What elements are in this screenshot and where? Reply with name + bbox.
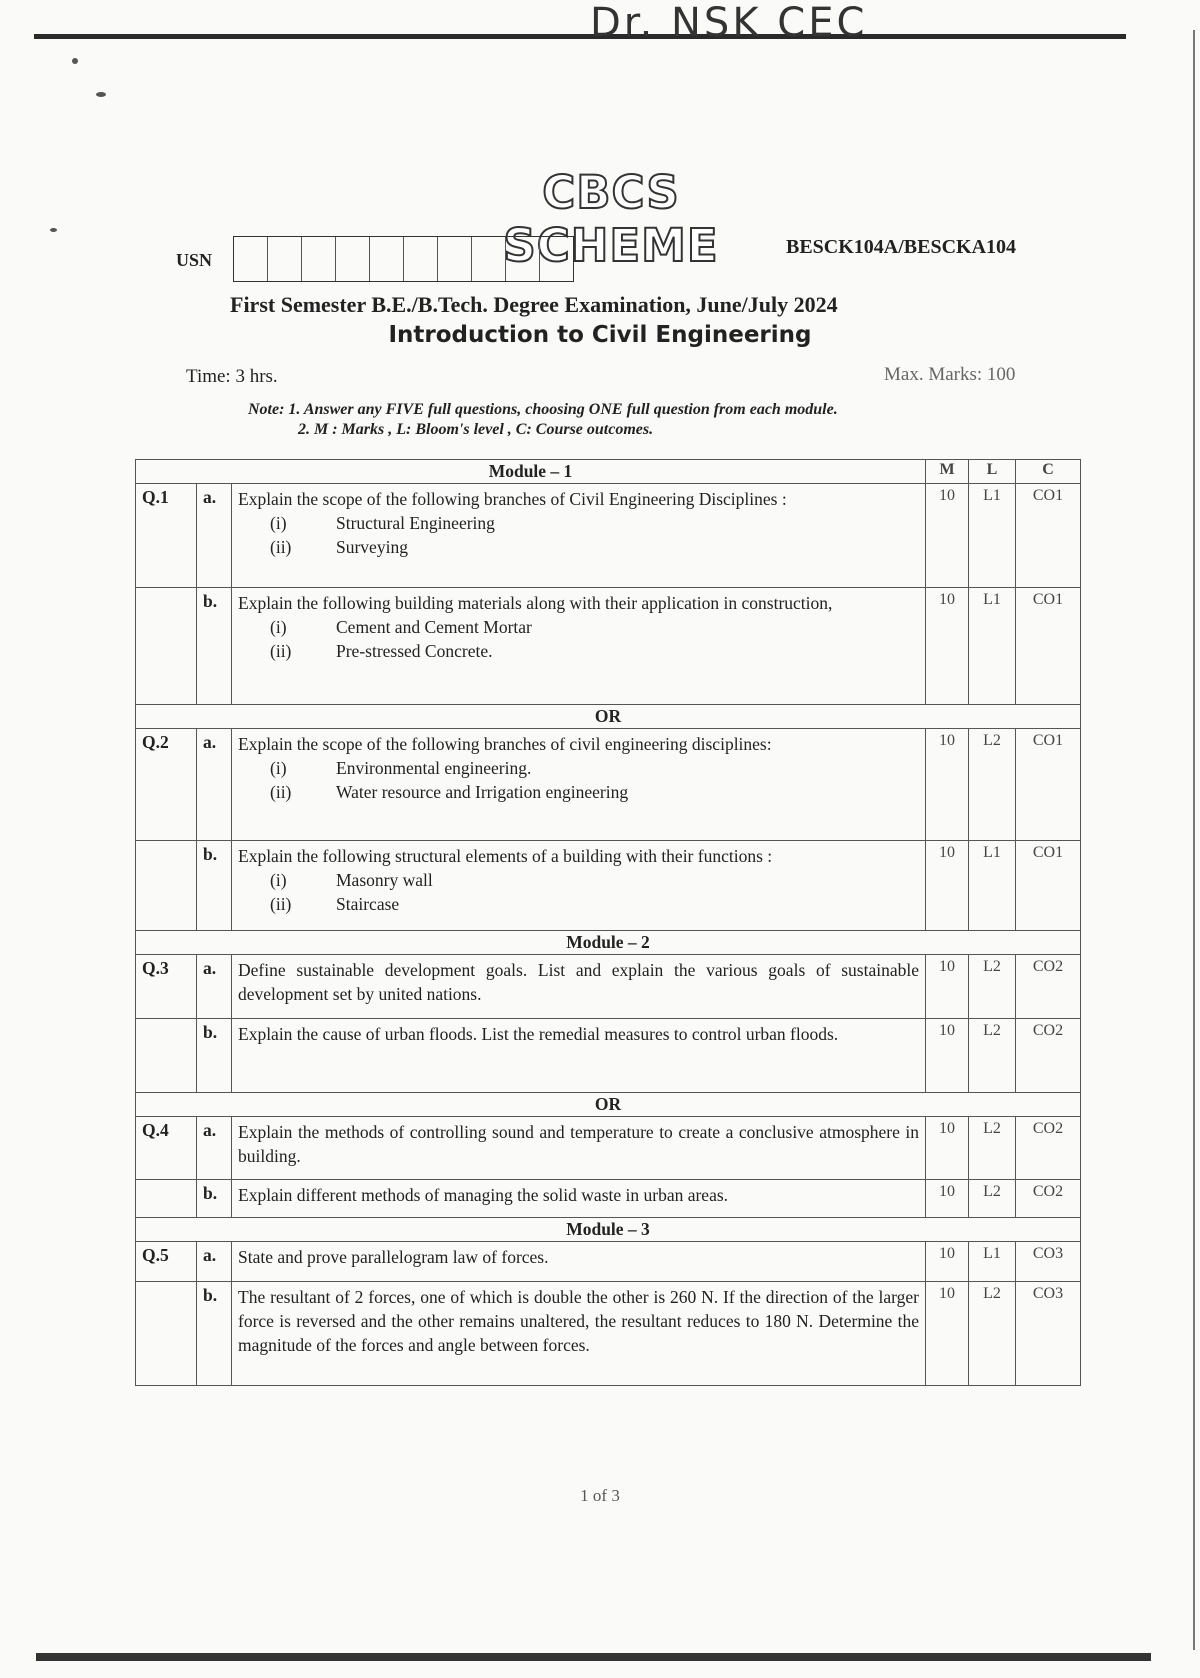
question-text: Explain the methods of controlling sound and temperature to create a conclusive atmosphere in building. — [232, 1117, 926, 1180]
course-outcome: CO1 — [1016, 729, 1081, 841]
instructions-note — [248, 400, 838, 440]
part-label: a. — [197, 955, 232, 1019]
question-number: Q.4 — [136, 1117, 197, 1180]
part-label: a. — [197, 1117, 232, 1180]
usn-box — [472, 237, 506, 281]
question-text — [232, 729, 926, 841]
marks-header: M — [926, 460, 969, 484]
marks: 10 — [926, 955, 969, 1019]
module-heading: Module – 2 — [136, 931, 1081, 955]
outcome-header: C — [1016, 460, 1081, 484]
max-marks: Max. Marks: 100 — [884, 364, 1016, 385]
sub-item-number: (ii) — [270, 641, 292, 661]
blooms-level: L2 — [969, 955, 1016, 1019]
table-row — [136, 484, 1081, 588]
sub-item-text: Cement and Cement Mortar — [336, 617, 532, 637]
usn-box — [370, 237, 404, 281]
table-row — [136, 1019, 1081, 1093]
usn-box — [234, 237, 268, 281]
marks: 10 — [926, 729, 969, 841]
question-prompt: Explain the scope of the following branches of civil engineering disciplines: — [238, 734, 772, 754]
usn-box — [438, 237, 472, 281]
part-label: b. — [197, 1019, 232, 1093]
sub-item-text: Staircase — [336, 894, 400, 914]
sub-item — [238, 511, 919, 535]
exam-title: First Semester B.E./B.Tech. Degree Examination, June/July 2024 — [230, 292, 838, 317]
level-header: L — [969, 460, 1016, 484]
module-row — [136, 1218, 1081, 1242]
scan-bottom-bar — [36, 1653, 1151, 1661]
usn-box — [404, 237, 438, 281]
marks: 10 — [926, 484, 969, 588]
blooms-level: L2 — [969, 1019, 1016, 1093]
question-text: The resultant of 2 forces, one of which is double the other is 260 N. If the direction of the larger force is reversed and the other remains unaltered, the resultant reduces to 180 N. Determine the magnitude of the forces and angle between forces. — [232, 1282, 926, 1386]
table-row — [136, 588, 1081, 705]
blooms-level: L2 — [969, 1117, 1016, 1180]
scan-right-edge — [1193, 30, 1195, 1650]
module-heading: Module – 1 — [136, 460, 926, 484]
sub-item-text: Surveying — [336, 537, 408, 557]
module-row — [136, 931, 1081, 955]
note-line-2: 2. M : Marks , L: Bloom's level , C: Course outcomes. — [298, 421, 654, 438]
question-prompt: Explain the following structural elements of a building with their functions : — [238, 846, 773, 866]
sub-item-number: (ii) — [270, 894, 292, 914]
course-outcome: CO3 — [1016, 1242, 1081, 1282]
question-prompt: Explain the scope of the following branches of Civil Engineering Disciplines : — [238, 489, 787, 509]
question-number: Q.5 — [136, 1242, 197, 1282]
sub-item-number: (i) — [270, 870, 287, 890]
marks: 10 — [926, 1180, 969, 1218]
course-outcome: CO2 — [1016, 955, 1081, 1019]
part-label: b. — [197, 1180, 232, 1218]
page-number: 1 of 3 — [580, 1486, 620, 1505]
or-separator: OR — [136, 705, 1081, 729]
table-row — [136, 729, 1081, 841]
sub-item-number: (i) — [270, 513, 287, 533]
table-row — [136, 955, 1081, 1019]
usn-box — [336, 237, 370, 281]
usn-box — [268, 237, 302, 281]
scan-speck — [50, 228, 57, 232]
marks: 10 — [926, 1282, 969, 1386]
marks: 10 — [926, 588, 969, 705]
module-heading: Module – 3 — [136, 1218, 1081, 1242]
blooms-level: L1 — [969, 484, 1016, 588]
blooms-level: L2 — [969, 729, 1016, 841]
part-label: b. — [197, 841, 232, 931]
course-outcome: CO1 — [1016, 588, 1081, 705]
blooms-level: L2 — [969, 1180, 1016, 1218]
table-row — [136, 1242, 1081, 1282]
part-label: b. — [197, 588, 232, 705]
blooms-level: L1 — [969, 588, 1016, 705]
exam-duration: Time: 3 hrs. — [186, 366, 278, 387]
sub-item-text: Environmental engineering. — [336, 758, 532, 778]
question-table — [135, 459, 1081, 1386]
question-text: Explain different methods of managing the solid waste in urban areas. — [232, 1180, 926, 1218]
cbcs-scheme-logo: CBCS SCHEME — [503, 166, 719, 272]
sub-item — [238, 868, 919, 892]
blooms-level: L2 — [969, 1282, 1016, 1386]
part-label: a. — [197, 484, 232, 588]
usn-box — [506, 237, 540, 281]
handwritten-note: Dr. NSK CEC — [590, 0, 868, 46]
usn-box — [540, 237, 573, 281]
sub-item-number: (ii) — [270, 537, 292, 557]
note-line-1: Note: 1. Answer any FIVE full questions, choosing ONE full question from each module. — [248, 401, 838, 418]
question-prompt: Explain the following building materials along with their application in construction, — [238, 593, 833, 613]
or-row — [136, 705, 1081, 729]
sub-item-number: (i) — [270, 758, 287, 778]
marks: 10 — [926, 1242, 969, 1282]
course-outcome: CO3 — [1016, 1282, 1081, 1386]
sub-item-number: (i) — [270, 617, 287, 637]
course-outcome: CO2 — [1016, 1117, 1081, 1180]
marks: 10 — [926, 1019, 969, 1093]
table-row — [136, 1180, 1081, 1218]
blooms-level: L1 — [969, 841, 1016, 931]
question-text — [232, 841, 926, 931]
sub-item — [238, 535, 919, 559]
sub-item — [238, 615, 919, 639]
sub-item — [238, 892, 919, 916]
question-number: Q.1 — [136, 484, 197, 588]
question-text — [232, 484, 926, 588]
question-text — [232, 588, 926, 705]
question-number: Q.2 — [136, 729, 197, 841]
blooms-level: L1 — [969, 1242, 1016, 1282]
question-text: State and prove parallelogram law of forces. — [232, 1242, 926, 1282]
sub-item-text: Water resource and Irrigation engineering — [336, 782, 629, 802]
or-row — [136, 1093, 1081, 1117]
table-row — [136, 1117, 1081, 1180]
course-outcome: CO1 — [1016, 484, 1081, 588]
marks: 10 — [926, 1117, 969, 1180]
question-text: Define sustainable development goals. List and explain the various goals of sustainable development set by united nations. — [232, 955, 926, 1019]
question-text: Explain the cause of urban floods. List the remedial measures to control urban floods. — [232, 1019, 926, 1093]
scan-speck — [72, 58, 78, 64]
usn-box — [302, 237, 336, 281]
sub-item — [238, 639, 919, 663]
marks: 10 — [926, 841, 969, 931]
sub-item — [238, 780, 919, 804]
course-outcome: CO1 — [1016, 841, 1081, 931]
sub-item-text: Structural Engineering — [336, 513, 495, 533]
part-label: b. — [197, 1282, 232, 1386]
course-outcome: CO2 — [1016, 1180, 1081, 1218]
subject-title: Introduction to Civil Engineering — [388, 322, 812, 348]
usn-boxes — [233, 236, 574, 282]
sub-item-text: Masonry wall — [336, 870, 433, 890]
scan-speck — [96, 92, 106, 97]
question-number: Q.3 — [136, 955, 197, 1019]
scan-top-bar — [34, 34, 1126, 39]
course-code: BESCK104A/BESCKA104 — [786, 236, 1017, 258]
sub-item-text: Pre-stressed Concrete. — [336, 641, 493, 661]
sub-item — [238, 756, 919, 780]
table-row — [136, 841, 1081, 931]
or-separator: OR — [136, 1093, 1081, 1117]
table-row — [136, 1282, 1081, 1386]
course-outcome: CO2 — [1016, 1019, 1081, 1093]
usn-label: USN — [176, 250, 213, 270]
part-label: a. — [197, 729, 232, 841]
table-header-row — [136, 460, 1081, 484]
sub-item-number: (ii) — [270, 782, 292, 802]
part-label: a. — [197, 1242, 232, 1282]
